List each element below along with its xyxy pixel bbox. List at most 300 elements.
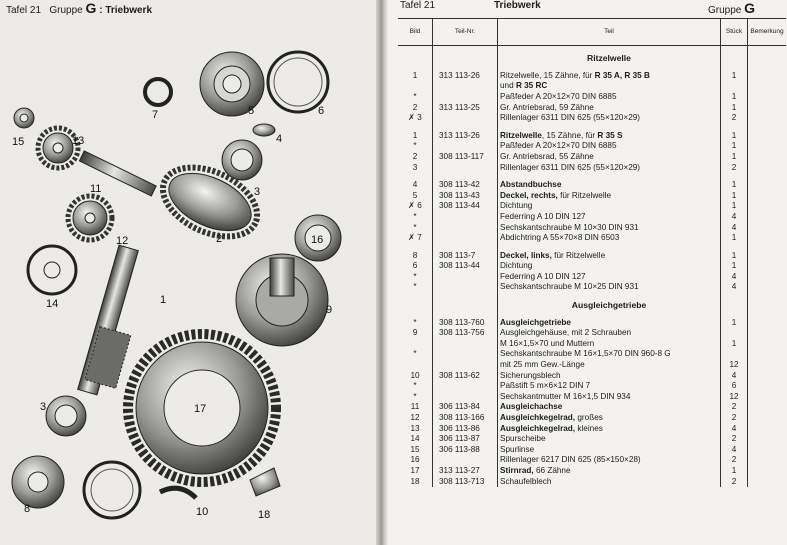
left-page-title: Triebwerk — [105, 5, 153, 16]
spacer-cell — [498, 293, 721, 300]
callout-12: 12 — [116, 235, 129, 247]
spacer-cell — [498, 173, 721, 180]
right-page — [382, 0, 787, 545]
teil-text: Gr. Antriebsrad, 55 Zähne — [500, 151, 594, 161]
teil-text: Federring A 10 DIN 127 — [500, 271, 586, 281]
callout-15: 15 — [12, 136, 25, 148]
empty-cell — [748, 300, 787, 311]
teil-text: für Ritzelwelle — [551, 250, 606, 260]
teil-text: , 15 Zähne, für — [541, 130, 598, 140]
callout-10: 10 — [196, 506, 209, 518]
bemerkung-cell — [748, 455, 787, 466]
stueck-cell: 4 — [721, 212, 748, 223]
part-rillenlager-unten — [46, 396, 86, 436]
teilnr-cell — [433, 272, 498, 283]
callout-7: 7 — [152, 109, 159, 121]
group-spacer — [398, 310, 786, 317]
bild-cell: ✗ 3 — [408, 113, 422, 123]
bemerkung-cell — [748, 466, 787, 477]
teilnr-cell — [433, 212, 498, 223]
empty-cell — [398, 53, 433, 64]
gruppe-label: Gruppe — [49, 5, 83, 16]
bemerkung-cell — [748, 339, 787, 350]
col-bemerkung: Bemerkung — [748, 19, 787, 46]
table-row — [398, 381, 786, 392]
teil-text: Dichtung — [500, 261, 533, 271]
part-deckel-rechts — [200, 52, 264, 116]
table-row — [398, 476, 786, 487]
bemerkung-cell — [748, 81, 787, 92]
bemerkung-cell — [748, 272, 787, 283]
spacer-cell — [721, 293, 748, 300]
teilnr-cell — [433, 381, 498, 392]
part-sicherungsblech — [160, 488, 196, 498]
callout-14: 14 — [46, 298, 59, 310]
table-row — [398, 402, 786, 413]
stueck-cell: 4 — [721, 282, 748, 293]
teil-text: Gr. Antriebsrad, 59 Zähne — [500, 102, 594, 112]
col-stueck: Stück — [721, 19, 748, 46]
teil-bold-text: Deckel, rechts, — [500, 190, 558, 200]
teil-cell — [498, 360, 721, 371]
part-dichtung-unten — [84, 462, 140, 518]
teil-text: Paßstift 5 m×6×12 DIN 7 — [500, 381, 591, 391]
bild-cell: * — [413, 222, 417, 232]
teil-bold-text: Stirnrad, — [500, 465, 534, 475]
callout-16: 16 — [311, 234, 324, 246]
teil-cell — [498, 81, 721, 92]
teilnr-cell — [433, 81, 498, 92]
part-abstandbuchse — [253, 124, 275, 136]
callout-13: 13 — [72, 135, 85, 147]
teil-cell — [498, 102, 721, 113]
spacer-cell — [498, 244, 721, 251]
spacer-cell — [748, 64, 787, 71]
stueck-cell: 1 — [721, 233, 748, 244]
bemerkung-cell — [748, 251, 787, 262]
spacer-cell — [498, 310, 721, 317]
teil-cell — [498, 317, 721, 328]
bemerkung-cell — [748, 212, 787, 223]
teil-cell — [498, 222, 721, 233]
teil-cell — [498, 180, 721, 191]
teil-cell — [498, 423, 721, 434]
teil-cell — [498, 131, 721, 142]
teil-cell — [498, 455, 721, 466]
teil-cell — [498, 339, 721, 350]
empty-cell — [433, 300, 498, 311]
teil-cell — [498, 381, 721, 392]
table-row — [398, 191, 786, 202]
stueck-cell: 1 — [721, 339, 748, 350]
spacer-cell — [433, 64, 498, 71]
teilnr-cell: 308 113-756 — [433, 328, 498, 339]
col-bild: Bild — [398, 19, 433, 46]
teilnr-cell: 306 113-86 — [433, 423, 498, 434]
stueck-cell: 12 — [721, 360, 748, 371]
table-row — [398, 233, 786, 244]
bild-cell: 11 — [410, 402, 420, 412]
bild-cell: 2 — [412, 102, 418, 112]
bemerkung-cell — [748, 71, 787, 82]
stueck-cell: 1 — [721, 251, 748, 262]
bemerkung-cell — [748, 476, 787, 487]
bild-cell: 13 — [410, 423, 420, 433]
table-row — [398, 455, 786, 466]
empty-cell — [748, 53, 787, 64]
part-spurlinse — [14, 108, 34, 128]
teil-cell — [498, 152, 721, 163]
spacer-cell — [398, 173, 433, 180]
bemerkung-cell — [748, 201, 787, 212]
spacer-cell — [748, 46, 787, 54]
table-row — [398, 141, 786, 152]
parts-table-body — [398, 46, 786, 487]
teil-text: großes — [575, 413, 603, 422]
spacer-cell — [721, 64, 748, 71]
table-row — [398, 423, 786, 434]
bemerkung-cell — [748, 180, 787, 191]
teil-text: Schaufelblech — [500, 476, 552, 486]
teil-bold-text: Ausgleichkegelrad, — [500, 423, 576, 433]
teilnr-cell — [433, 92, 498, 103]
bild-cell — [398, 339, 433, 350]
stueck-cell: 2 — [721, 455, 748, 466]
section-title-row — [398, 53, 786, 64]
bemerkung-cell — [748, 381, 787, 392]
table-header-row — [398, 19, 786, 46]
stueck-cell — [721, 349, 748, 360]
bild-cell: * — [413, 91, 417, 101]
stueck-cell: 1 — [721, 152, 748, 163]
bild-cell: * — [413, 141, 417, 151]
spacer-cell — [433, 293, 498, 300]
teilnr-cell: 306 113-88 — [433, 445, 498, 456]
teil-text: Sechskantschraube M 10×25 DIN 931 — [500, 282, 639, 292]
teilnr-cell: 308 113-713 — [433, 476, 498, 487]
bemerkung-cell — [748, 113, 787, 124]
table-row — [398, 392, 786, 403]
teil-text: Abdichtring A 55×70×8 DIN 6503 — [500, 233, 620, 243]
table-row — [398, 81, 786, 92]
table-row — [398, 434, 786, 445]
col-teil: Teil — [498, 19, 721, 46]
table-row — [398, 162, 786, 173]
part-abdichtring — [145, 79, 171, 105]
bild-cell: * — [413, 271, 417, 281]
bemerkung-cell — [748, 402, 787, 413]
teil-text: Paßfeder A 20×12×70 DIN 6885 — [500, 91, 617, 101]
bild-cell: ✗ 6 — [408, 201, 422, 211]
teil-cell — [498, 282, 721, 293]
spacer-cell — [398, 124, 433, 131]
stueck-cell: 6 — [721, 381, 748, 392]
part-rillenlager-oben — [222, 140, 262, 180]
teilnr-cell — [433, 233, 498, 244]
bild-cell: 17 — [410, 465, 420, 475]
teil-text: Sechskantschraube M 16×1,5×70 DIN 960-8 G — [500, 349, 671, 359]
stueck-cell: 4 — [721, 423, 748, 434]
table-row — [398, 71, 786, 82]
tafel-label: Tafel 21 — [6, 5, 42, 16]
bemerkung-cell — [748, 392, 787, 403]
table-row — [398, 261, 786, 272]
section-title: Ritzelwelle — [498, 53, 721, 64]
teil-cell — [498, 434, 721, 445]
stueck-cell: 1 — [721, 180, 748, 191]
callout-3: 3 — [254, 186, 261, 198]
teil-cell — [498, 402, 721, 413]
table-row — [398, 102, 786, 113]
bemerkung-cell — [748, 317, 787, 328]
bild-cell: 3 — [412, 162, 418, 172]
teil-cell — [498, 191, 721, 202]
stueck-cell: 2 — [721, 413, 748, 424]
teilnr-cell — [433, 113, 498, 124]
book-gutter — [376, 0, 388, 545]
bemerkung-cell — [748, 434, 787, 445]
spacer-cell — [398, 310, 433, 317]
teil-text: Sechskantschraube M 10×30 DIN 931 — [500, 222, 639, 232]
part-ausgleichgehaeuse — [236, 254, 328, 346]
part-spurscheibe — [28, 246, 76, 294]
teilnr-cell — [433, 455, 498, 466]
bemerkung-cell — [748, 131, 787, 142]
gruppe-label-right: Gruppe — [708, 5, 742, 16]
teil-cell — [498, 233, 721, 244]
teil-text: M 16×1,5×70 und Muttern — [500, 338, 595, 348]
teil-text: und — [500, 81, 516, 91]
bemerkung-cell — [748, 261, 787, 272]
callout-17: 17 — [194, 403, 207, 415]
spacer-cell — [748, 173, 787, 180]
bemerkung-cell — [748, 222, 787, 233]
stueck-cell: 1 — [721, 71, 748, 82]
teil-bold-text: Ritzelwelle — [500, 130, 542, 140]
spacer-cell — [721, 244, 748, 251]
teilnr-cell: 308 113-43 — [433, 191, 498, 202]
section-spacer — [398, 46, 786, 54]
teil-cell — [498, 113, 721, 124]
teil-bold-text: Ausgleichachse — [500, 402, 563, 412]
section-spacer — [398, 293, 786, 300]
teil-text: 66 Zähne — [533, 465, 571, 475]
teil-cell — [498, 212, 721, 223]
teilnr-cell — [433, 339, 498, 350]
part-grosses-kegelrad — [68, 196, 112, 240]
teil-bold-text: R 35 S — [597, 130, 623, 140]
teil-cell — [498, 445, 721, 456]
spacer-cell — [398, 244, 433, 251]
spacer-cell — [498, 124, 721, 131]
bild-cell: 2 — [412, 151, 418, 161]
teilnr-cell: 308 113-7 — [433, 251, 498, 262]
teilnr-cell — [433, 141, 498, 152]
teilnr-cell: 308 113-44 — [433, 201, 498, 212]
teil-bold-text: Ausgleichgetriebe — [500, 317, 571, 327]
teilnr-cell: 308 113-760 — [433, 317, 498, 328]
table-row — [398, 222, 786, 233]
spacer-cell — [433, 310, 498, 317]
group-spacer — [398, 64, 786, 71]
teil-cell — [498, 328, 721, 339]
bild-cell — [398, 360, 433, 371]
teil-cell — [498, 466, 721, 477]
bemerkung-cell — [748, 360, 787, 371]
empty-cell — [433, 53, 498, 64]
bemerkung-cell — [748, 349, 787, 360]
table-row — [398, 339, 786, 350]
section-title: Ausgleichgetriebe — [498, 300, 721, 311]
bemerkung-cell — [748, 191, 787, 202]
spacer-cell — [433, 124, 498, 131]
callout-5: 5 — [248, 105, 255, 117]
bemerkung-cell — [748, 141, 787, 152]
teilnr-cell — [433, 360, 498, 371]
gruppe-letter: G — [85, 0, 97, 16]
teil-text: Spurscheibe — [500, 434, 546, 444]
bild-cell: * — [413, 211, 417, 221]
teil-cell — [498, 141, 721, 152]
stueck-cell — [721, 81, 748, 92]
part-kleines-kegelrad — [38, 128, 78, 168]
table-row — [398, 317, 786, 328]
teil-cell — [498, 201, 721, 212]
part-dichtung — [268, 52, 328, 112]
bild-cell: 18 — [410, 476, 420, 486]
table-row — [398, 328, 786, 339]
callout-6: 6 — [318, 105, 325, 117]
teilnr-cell: 313 113-26 — [433, 131, 498, 142]
bemerkung-cell — [748, 413, 787, 424]
stueck-cell: 12 — [721, 392, 748, 403]
teil-text: Paßfeder A 20×12×70 DIN 6885 — [500, 141, 617, 151]
stueck-cell: 4 — [721, 445, 748, 456]
gruppe-letter-right: G — [744, 0, 756, 16]
teil-cell — [498, 261, 721, 272]
teil-cell — [498, 476, 721, 487]
teil-text: Rillenlager 6311 DIN 625 (55×120×29) — [500, 113, 641, 123]
bild-cell: 4 — [412, 180, 418, 190]
stueck-cell: 1 — [721, 317, 748, 328]
table-row — [398, 113, 786, 124]
spacer-cell — [398, 64, 433, 71]
teil-bold-text: R 35 A, R 35 B — [594, 70, 650, 80]
group-spacer — [398, 124, 786, 131]
stueck-cell: 4 — [721, 272, 748, 283]
bild-cell: 1 — [412, 70, 418, 80]
spacer-cell — [433, 173, 498, 180]
bild-cell: 15 — [410, 444, 420, 454]
table-row — [398, 445, 786, 456]
table-row — [398, 251, 786, 262]
teilnr-cell — [433, 222, 498, 233]
stueck-cell: 4 — [721, 370, 748, 381]
teilnr-cell: 313 113-26 — [433, 71, 498, 82]
teilnr-cell — [433, 392, 498, 403]
bild-cell: 8 — [412, 250, 418, 260]
stueck-cell — [721, 328, 748, 339]
bild-cell: 12 — [410, 413, 420, 422]
bemerkung-cell — [748, 282, 787, 293]
bemerkung-cell — [748, 233, 787, 244]
table-row — [398, 413, 786, 424]
spacer-cell — [498, 64, 721, 71]
part-deckel-links — [12, 456, 64, 508]
callout-18: 18 — [258, 509, 271, 521]
stueck-cell: 1 — [721, 466, 748, 477]
bild-cell: 1 — [412, 130, 418, 140]
spacer-cell — [721, 46, 748, 54]
teilnr-cell: 313 113-27 — [433, 466, 498, 477]
part-schaufelblech — [250, 468, 280, 496]
teil-bold-text: Abstandbuchse — [500, 180, 562, 190]
spacer-cell — [433, 244, 498, 251]
teilnr-cell — [433, 162, 498, 173]
bild-cell — [398, 81, 433, 92]
left-page-header — [6, 0, 152, 16]
teilnr-cell: 308 113-62 — [433, 370, 498, 381]
empty-cell — [721, 53, 748, 64]
teil-cell — [498, 272, 721, 283]
teil-text: Ausgleichgehäuse, mit 2 Schrauben — [500, 328, 632, 338]
callout-4: 4 — [276, 133, 283, 145]
stueck-cell: 1 — [721, 102, 748, 113]
empty-cell — [721, 300, 748, 311]
stueck-cell: 1 — [721, 261, 748, 272]
teil-cell — [498, 413, 721, 424]
stueck-cell: 1 — [721, 92, 748, 103]
callout-11: 11 — [90, 183, 102, 195]
stueck-cell: 1 — [721, 201, 748, 212]
bemerkung-cell — [748, 445, 787, 456]
group-spacer — [398, 173, 786, 180]
stueck-cell: 1 — [721, 191, 748, 202]
teil-text: Dichtung — [500, 201, 533, 211]
stueck-cell: 2 — [721, 434, 748, 445]
teil-bold-text: R 35 RC — [515, 81, 548, 91]
bemerkung-cell — [748, 370, 787, 381]
teil-text: Ritzelwelle, 15 Zähne, für — [500, 70, 595, 80]
teil-bold-text: Ausgleichkegelrad, — [500, 413, 576, 422]
teilnr-cell: 306 113-87 — [433, 434, 498, 445]
right-page-title: Triebwerk — [494, 0, 541, 11]
bild-cell: * — [413, 349, 417, 359]
part-ritzelwelle — [78, 245, 139, 395]
bild-cell: * — [413, 391, 417, 401]
teil-text: kleines — [575, 423, 603, 433]
teil-cell — [498, 349, 721, 360]
teilnr-cell: 308 113-44 — [433, 261, 498, 272]
table-row — [398, 466, 786, 477]
table-row — [398, 272, 786, 283]
teil-text: für Ritzelwelle — [557, 190, 612, 200]
table-row — [398, 349, 786, 360]
stueck-cell: 1 — [721, 131, 748, 142]
right-header-tafel: Tafel 21 — [400, 0, 436, 11]
spacer-cell — [398, 293, 433, 300]
table-row — [398, 180, 786, 191]
teil-cell — [498, 251, 721, 262]
callout-9: 9 — [326, 304, 333, 316]
bemerkung-cell — [748, 152, 787, 163]
stueck-cell: 4 — [721, 222, 748, 233]
bild-cell: 5 — [412, 190, 418, 200]
teilnr-cell: 308 113-166 — [433, 413, 498, 424]
spacer-cell — [748, 293, 787, 300]
bild-cell: ✗ 7 — [408, 233, 422, 243]
teil-text: Sicherungsblech — [500, 370, 561, 380]
